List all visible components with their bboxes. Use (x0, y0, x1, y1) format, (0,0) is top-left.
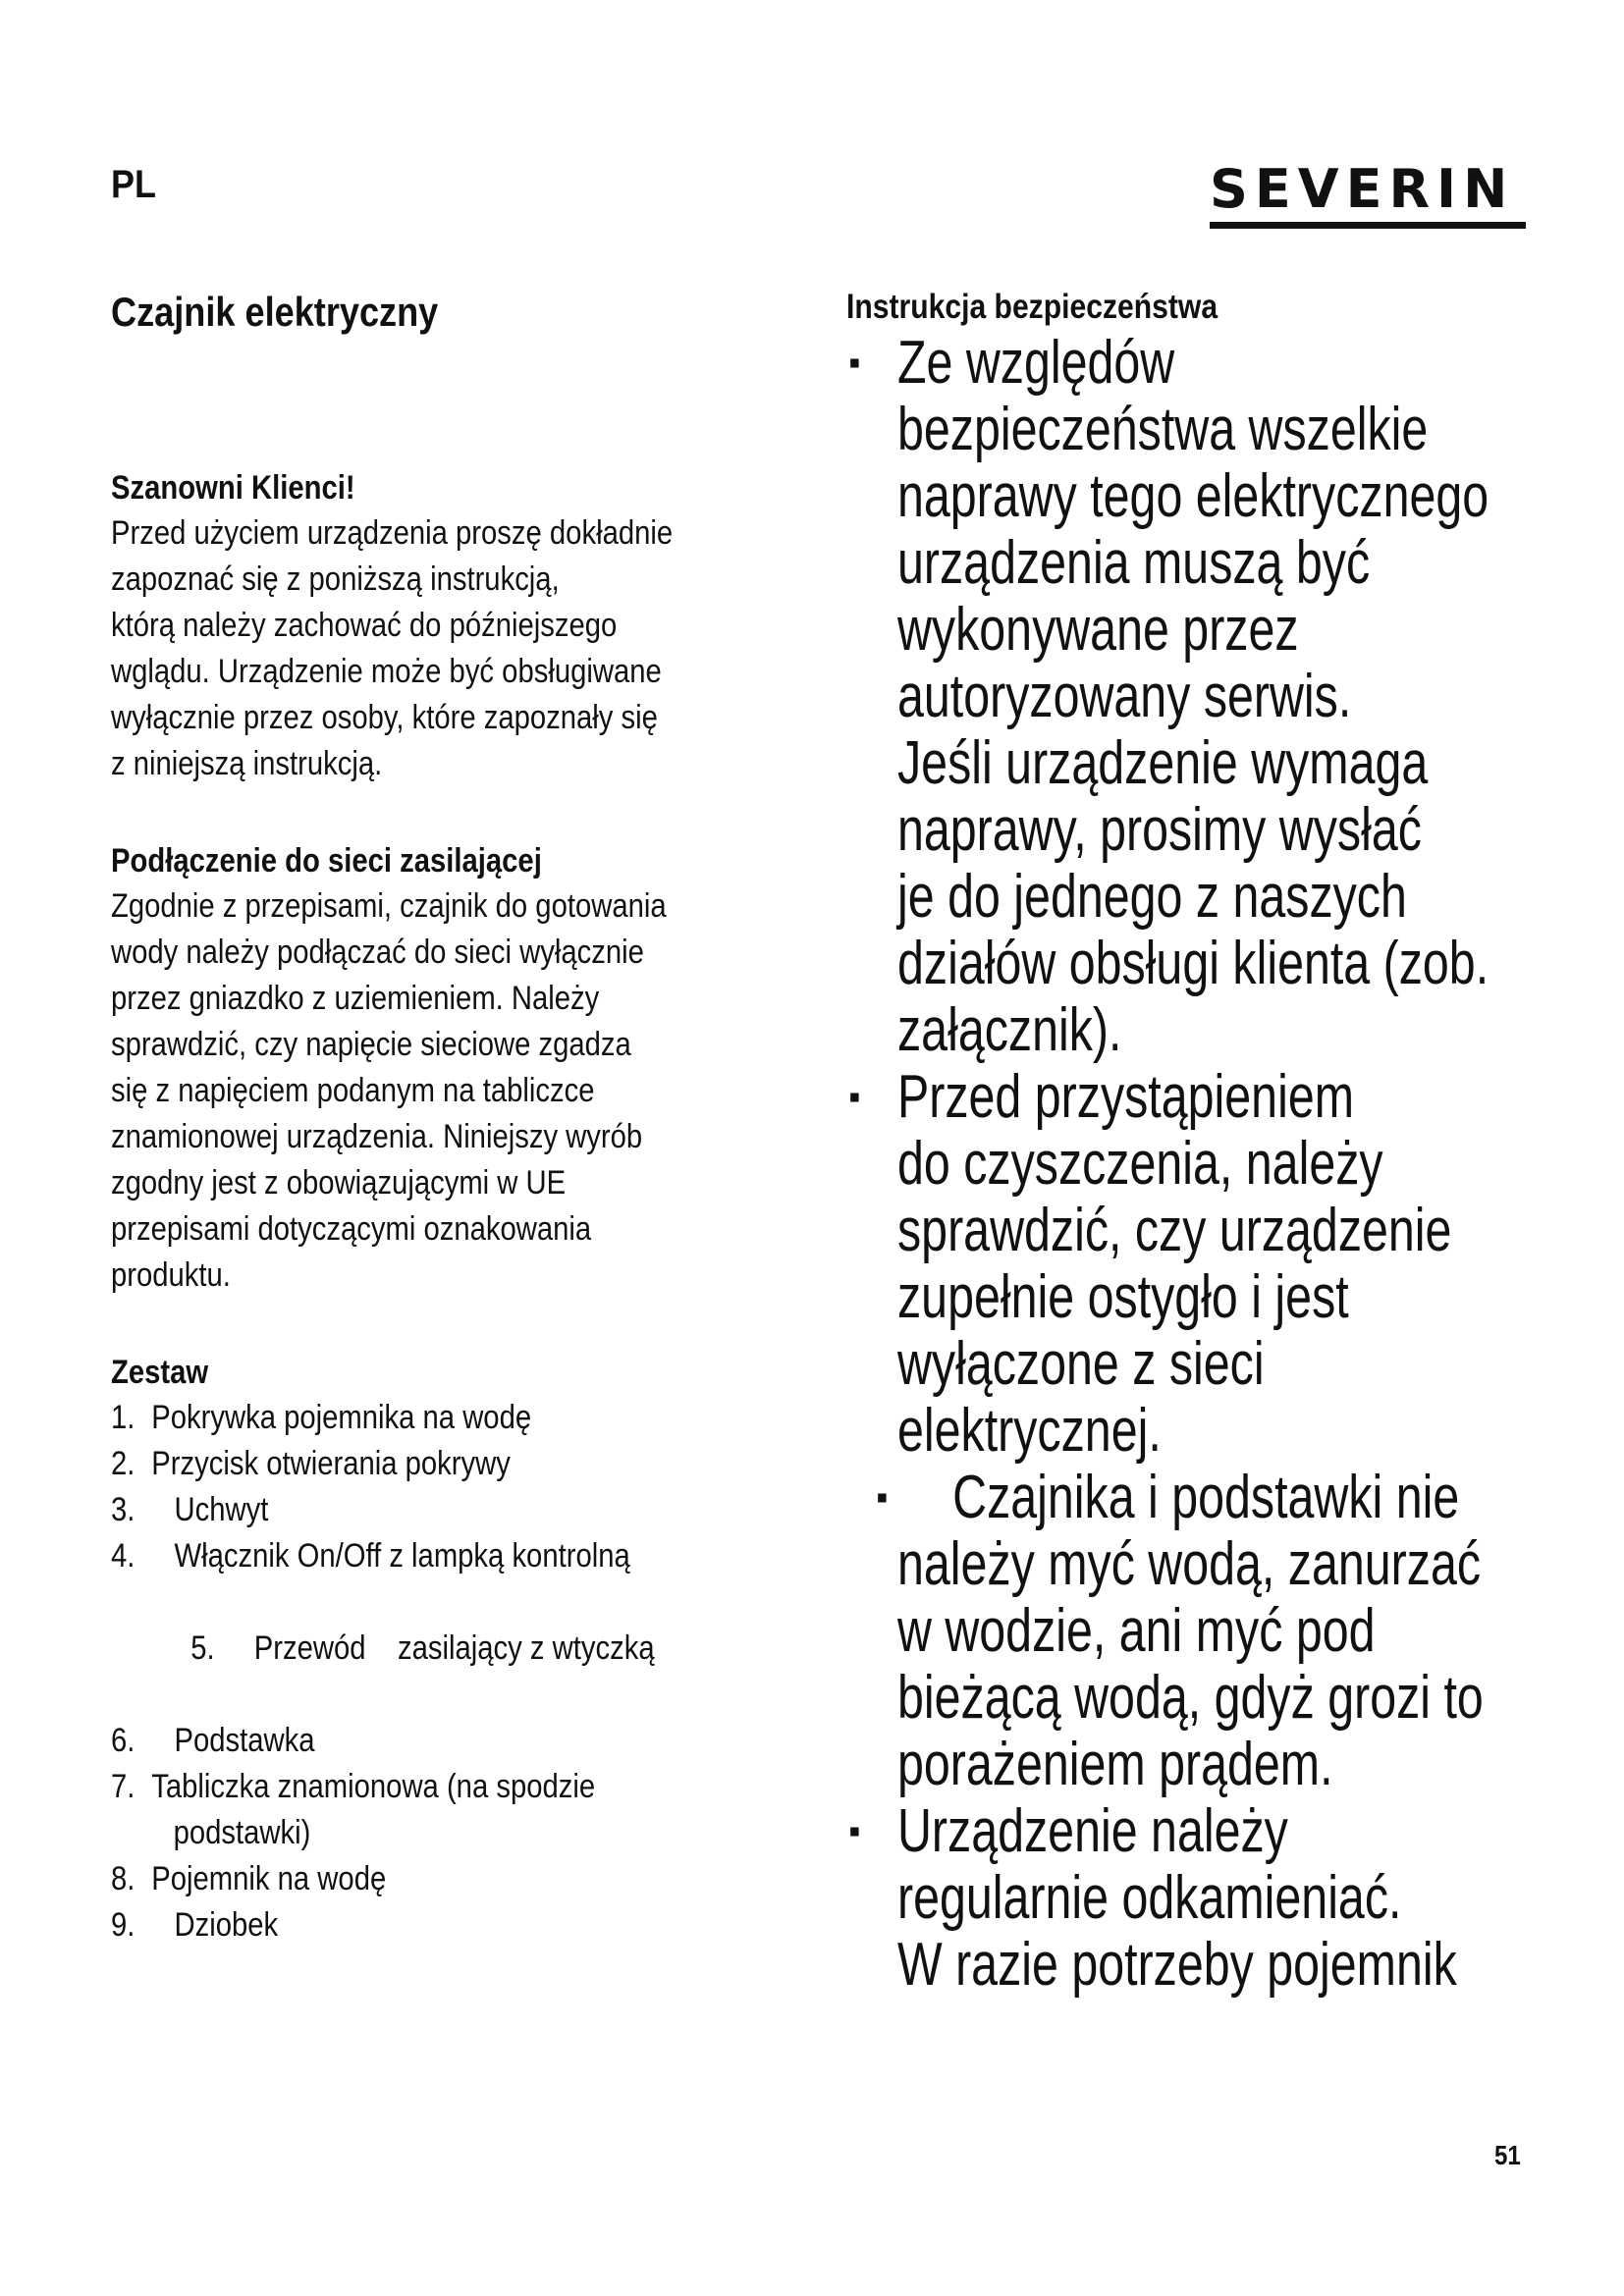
list-item (111, 1856, 735, 1902)
contents-section (111, 1350, 838, 1949)
text-line: znamionowej urządzenia. Niniejszy wyrób (111, 1118, 643, 1155)
list-item (111, 1579, 735, 1718)
text-line: Urządzenie należy (897, 1797, 1288, 1865)
text-line: Zgodnie z przepisami, czajnik do gotowania (111, 887, 667, 925)
text-line: Przed przystąpieniem (897, 1063, 1355, 1131)
document-title: Czajnik elektryczny (111, 289, 439, 335)
item-text-continuation: podstawki) (173, 1814, 311, 1851)
text-line: do czyszczenia, należy (897, 1130, 1383, 1198)
text-line: sprawdzić, czy urządzenie (897, 1197, 1452, 1264)
text-line: zupełnie ostygło i jest (897, 1263, 1349, 1331)
connection-heading: Podłączenie do sieci zasilającej (111, 842, 542, 880)
text-line: naprawy, prosimy wysłać (897, 796, 1422, 864)
logo-wordmark: SEVERIN (1210, 158, 1515, 220)
text-line: przez gniazdko z uziemieniem. Należy (111, 980, 600, 1017)
logo-underline (1210, 222, 1526, 229)
bullet-icon: · (846, 1064, 866, 1130)
item-number: 3. (111, 1491, 135, 1528)
text-line: wody należy podłączać do sieci wyłącznie (111, 934, 644, 971)
item-number: 9. (111, 1906, 135, 1944)
list-item (111, 1441, 735, 1487)
item-text: Włącznik On/Off z lampką kontrolną (174, 1537, 630, 1575)
safety-item (846, 330, 1553, 1064)
parts-list (111, 1395, 838, 1949)
text-line: bieżącą wodą, gdyż grozi to (897, 1664, 1484, 1732)
text-line: bezpieczeństwa wszelkie (897, 396, 1429, 463)
text-line: wykonywane przez (897, 596, 1299, 664)
text-line: wglądu. Urządzenie może być obsługiwane (111, 653, 662, 690)
item-number: 2. (111, 1445, 135, 1482)
contents-heading: Zestaw (111, 1354, 209, 1391)
item-number: 8. (111, 1860, 135, 1897)
item-text: Podstawka (174, 1722, 315, 1759)
bullet-icon: · (874, 1465, 893, 1530)
text-line: wyłączone z sieci (897, 1330, 1265, 1398)
list-item (111, 1718, 735, 1764)
text-line: sprawdzić, czy napięcie sieciowe zgadza (111, 1026, 631, 1063)
greeting-paragraph (111, 510, 838, 787)
list-item (111, 1487, 735, 1533)
text-line: w wodzie, ani myć pod (897, 1597, 1376, 1665)
item-number: 5. (190, 1629, 215, 1667)
list-item (111, 1764, 735, 1856)
connection-paragraph (111, 883, 838, 1299)
item-number: 4. (111, 1537, 135, 1575)
severin-logo (1210, 158, 1528, 229)
text-line: działów obsługi klienta (zob. (897, 930, 1489, 997)
list-item (111, 1902, 735, 1949)
left-column (111, 285, 838, 1949)
item-number: 1. (111, 1399, 135, 1436)
item-text: Pokrywka pojemnika na wodę (151, 1399, 532, 1436)
page-number: 51 (1494, 2140, 1521, 2170)
text-line: przepisami dotyczącymi oznakowania (111, 1210, 592, 1248)
text-line: z niniejszą instrukcją. (111, 745, 383, 782)
safety-list (846, 330, 1553, 1999)
text-line: naprawy tego elektrycznego (897, 462, 1489, 530)
item-text: Przycisk otwierania pokrywy (151, 1445, 511, 1482)
bullet-icon: · (846, 330, 866, 396)
text-line: elektrycznej. (897, 1397, 1162, 1465)
text-line: regularnie odkamieniać. (897, 1864, 1402, 1932)
greeting-section (111, 465, 838, 787)
greeting-heading: Szanowni Klienci! (111, 469, 355, 507)
text-line: W razie potrzeby pojemnik (897, 1931, 1457, 1999)
text-line: zapoznać się z poniższą instrukcją, (111, 561, 560, 598)
list-item (111, 1395, 735, 1441)
text-line: autoryzowany serwis. (897, 663, 1352, 730)
text-line: należy myć wodą, zanurzać (897, 1530, 1482, 1598)
text-line: je do jednego z naszych (897, 863, 1407, 931)
list-item (111, 1533, 735, 1579)
text-line: załącznik). (897, 996, 1122, 1064)
text-line: urządzenia muszą być (897, 529, 1371, 597)
text-line: Przed użyciem urządzenia proszę dokładnie (111, 514, 674, 552)
item-text: Tabliczka znamionowa (na spodzie (151, 1768, 596, 1805)
item-text: Pojemnik na wodę (151, 1860, 387, 1897)
safety-heading: Instrukcja bezpieczeństwa (846, 288, 1218, 326)
text-line: którą należy zachować do późniejszego (111, 607, 618, 644)
item-number: 7. (111, 1768, 135, 1805)
text-line: się z napięciem podanym na tabliczce (111, 1072, 595, 1109)
text-line: zgodny jest z obowiązującymi w UE (111, 1164, 567, 1201)
text-line: Ze względów (897, 329, 1175, 397)
text-line: wyłącznie przez osoby, które zapoznały się (111, 699, 658, 736)
item-number: 6. (111, 1722, 135, 1759)
text-line: produktu. (111, 1256, 231, 1294)
right-column (846, 285, 1553, 1999)
safety-item (846, 1798, 1553, 1999)
item-text: Uchwyt (174, 1491, 269, 1528)
text-line: Jeśli urządzenie wymaga (897, 729, 1429, 797)
text-line: Czajnika i podstawki nie (952, 1464, 1460, 1531)
item-text: Dziobek (174, 1906, 279, 1944)
bullet-icon: · (846, 1798, 866, 1864)
safety-item (846, 1064, 1553, 1465)
language-code: PL (111, 163, 157, 206)
text-line: porażeniem prądem. (897, 1731, 1333, 1798)
connection-section (111, 838, 838, 1299)
item-text: Przewód zasilający z wtyczką (253, 1629, 655, 1667)
safety-item (846, 1465, 1553, 1798)
